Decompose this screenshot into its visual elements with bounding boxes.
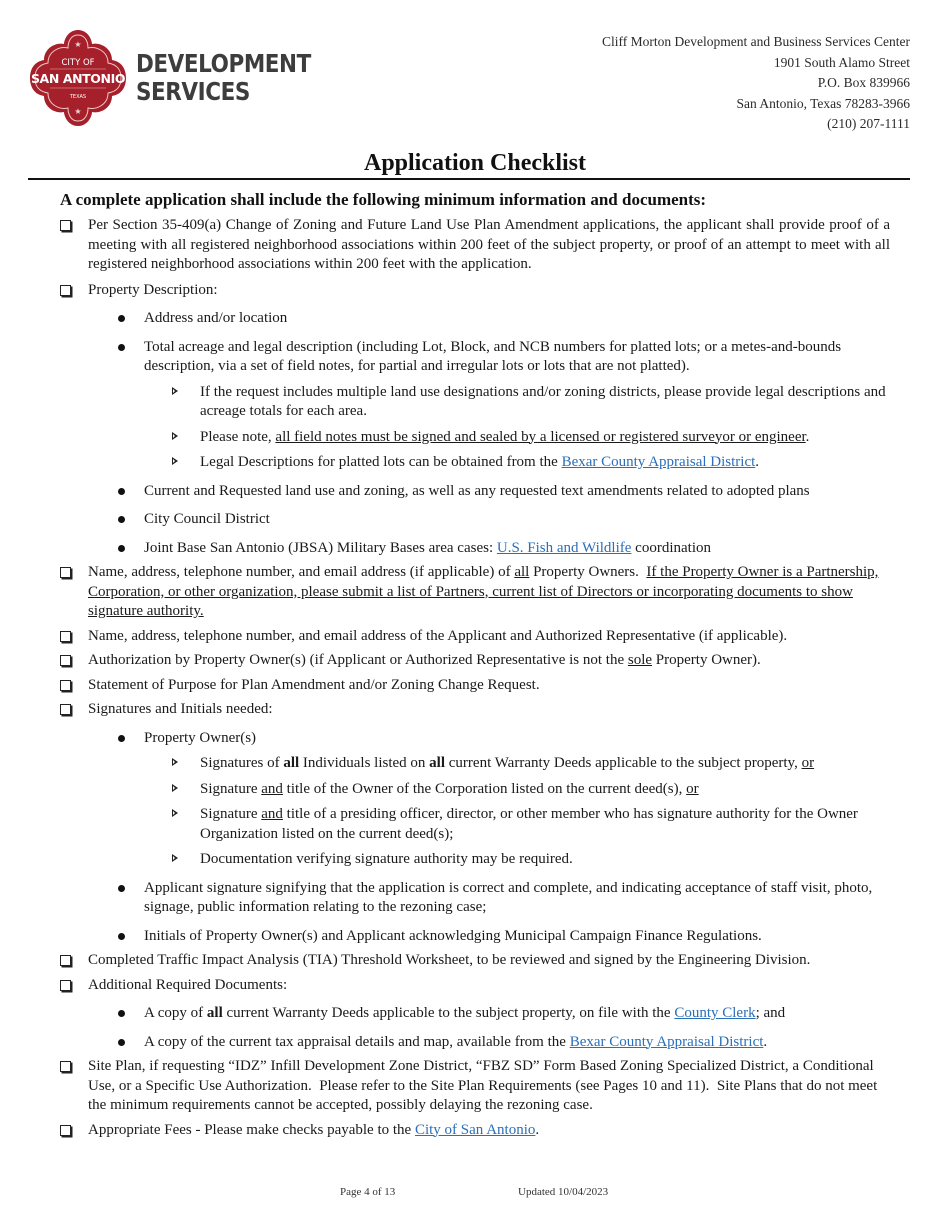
checkbox-icon[interactable] xyxy=(60,1125,71,1136)
checklist-item-neighborhood-meeting: Per Section 35-409(a) Change of Zoning and Future Land Use Plan Amendment applications, the applicant shall provide proof of a meeting with all registered neighborhood associations within 200 feet of the subject property, or proof of an attempt to meet with all registered neighborhood associations within 200 feet with the application. xyxy=(60,216,890,275)
bullet-icon xyxy=(118,516,125,523)
sub-item-jbsa: Joint Base San Antonio (JBSA) Military Bases area cases: U.S. Fish and Wildlife coordination xyxy=(60,539,890,559)
svg-text:TEXAS: TEXAS xyxy=(69,94,87,100)
sub-sub-item-legal-descriptions: Legal Descriptions for platted lots can be obtained from the Bexar County Appraisal District. xyxy=(60,453,890,473)
checklist-item-property-owners: Name, address, telephone number, and email address (if applicable) of all Property Owners. If the Property Owner is a Partnership, Corporation, or other organization, please submit a list of Partners, current list of Directors or incorporating documents to show signature authority. xyxy=(60,563,890,622)
city-of-san-antonio-link[interactable]: City of San Antonio xyxy=(414,1121,536,1138)
sub-sub-item-documentation: Documentation verifying signature authority may be required. xyxy=(60,850,890,870)
intro-heading: A complete application shall include the following minimum information and documents: xyxy=(60,190,707,209)
triangle-bullet-icon xyxy=(172,457,178,465)
sub-sub-item-multiple: If the request includes multiple land use designations and/or zoning districts, please provide legal descriptions and acreage totals for each area. xyxy=(60,383,890,422)
bexar-county-appraisal-link[interactable]: Bexar County Appraisal District xyxy=(561,454,756,470)
checklist-item-statement-of-purpose: Statement of Purpose for Plan Amendment and/or Zoning Change Request. xyxy=(60,676,890,696)
sub-item-warranty-deeds: A copy of all current Warranty Deeds applicable to the subject property, on file with the County Clerk; and xyxy=(60,1004,890,1024)
checklist-item-additional-documents: Additional Required Documents: A copy of all current Warranty Deeds applicable to the subject property, on file with the County Clerk; and A copy of the current tax appraisal details and map, available from the Bexar County Appraisal District. xyxy=(60,976,890,1053)
sub-item-acreage: Total acreage and legal description (including Lot, Block, and NCB numbers for platted lots; or a metes-and-bounds description, via a set of field notes, for partial and irregular lots or lots that are not platted). If the request includes multiple land use designations and/or zoning districts, please provide legal descriptions and acreage totals for each area. Please note, all field notes must be signed and sealed by a licensed or registered surveyor or engineer. Legal Descriptions for platted lots can be obtained from the Bexar County Appraisal District. xyxy=(60,338,890,473)
checkbox-icon[interactable] xyxy=(60,567,71,578)
bullet-icon xyxy=(118,1010,125,1017)
sub-item-address: Address and/or location xyxy=(60,309,890,329)
city-seal-icon xyxy=(28,28,128,128)
address-city-state-zip: San Antonio, Texas 78283-3966 xyxy=(736,95,910,111)
address-center-name: Cliff Morton Development and Business Services Center xyxy=(602,34,910,49)
checkbox-icon[interactable] xyxy=(60,285,71,296)
svg-text:★: ★ xyxy=(74,40,82,49)
address-po-box: P.O. Box 839966 xyxy=(817,75,910,90)
page-title: Application Checklist xyxy=(363,150,587,176)
checklist-item-property-description: Property Description: Address and/or location Total acreage and legal description (including Lot, Block, and NCB numbers for platted lots; or a metes-and-bounds description, via a set of field notes, for partial and irregular lots or lots that are not platted). If the request includes multiple land use designations and/or zoning districts, please provide legal descriptions and acreage totals for each area. Please note, all field notes must be signed and sealed by a licensed or registered surveyor or engineer. Legal Descriptions for platted lots can be obtained from the Bexar County Appraisal District. Current and Requested land use and zoning, as well as any requested text amendments related to adopted plans City Council District Joint Base San Antonio (JBSA) Military Bases area cases: U.S. Fish and Wildlife coordination xyxy=(60,281,890,559)
brand-line-2: SERVICES xyxy=(136,77,250,106)
checklist-item-site-plan: Site Plan, if requesting “IDZ” Infill Development Zone District, “FBZ SD” Form Based Zoning Specialized District, a Conditional Use, or a Specific Use Authorization. Please refer to the Site Plan Requirements (see Pages 10 and 11). Site Plans that do not meet the minimum requirements cannot be accepted, possibly delaying the rezoning case. xyxy=(60,1057,890,1116)
bexar-county-appraisal-link[interactable]: Bexar County Appraisal District xyxy=(569,1033,764,1050)
sub-sub-item-corporation-owner: Signature and title of the Owner of the Corporation listed on the current deed(s), or xyxy=(60,780,890,800)
bullet-icon xyxy=(118,735,125,742)
bullet-icon xyxy=(118,1039,125,1046)
updated-date: Updated 10/04/2023 xyxy=(518,1186,609,1198)
page-number: Page 4 of 13 xyxy=(340,1186,396,1198)
checklist-item-applicant-info: Name, address, telephone number, and email address of the Applicant and Authorized Representative (if applicable). xyxy=(60,627,890,647)
bullet-icon xyxy=(118,344,125,351)
checkbox-icon[interactable] xyxy=(60,631,71,642)
checklist xyxy=(60,216,890,1145)
checkbox-icon[interactable] xyxy=(60,955,71,966)
checklist-item-signatures: Signatures and Initials needed: Property Owner(s) Signatures of all Individuals listed on all current Warranty Deeds applicable to the subject property, or Signature and title of the Owner of the Corporation listed on the current deed(s), or Signature and title of a presiding officer, director, or other member who has signature authority for the Owner Organization listed on the current deed(s); Documentation verifying signature authority may be required. Applicant signature signifying that the application is correct and complete, and indicating acceptance of staff visit, photo, signage, public information relating to the rezoning case; Initials of Property Owner(s) and Applicant acknowledging Municipal Campaign Finance Regulations. xyxy=(60,700,890,946)
address-phone: (210) 207-1111 xyxy=(827,116,910,131)
triangle-bullet-icon xyxy=(172,784,178,792)
checkbox-icon[interactable] xyxy=(60,655,71,666)
triangle-bullet-icon xyxy=(172,758,178,766)
bullet-icon xyxy=(118,885,125,892)
svg-text:CITY OF: CITY OF xyxy=(61,58,95,68)
sub-item-property-owner-signatures: Property Owner(s) Signatures of all Individuals listed on all current Warranty Deeds applicable to the subject property, or Signature and title of the Owner of the Corporation listed on the current deed(s), or Signature and title of a presiding officer, director, or other member who has signature authority for the Owner Organization listed on the current deed(s); Documentation verifying signature authority may be required. xyxy=(60,729,890,870)
county-clerk-link[interactable]: County Clerk xyxy=(674,1005,756,1021)
bullet-icon xyxy=(118,488,125,495)
bullet-icon xyxy=(118,933,125,940)
address-street: 1901 South Alamo Street xyxy=(773,54,910,70)
title-divider xyxy=(28,178,910,180)
svg-text:★: ★ xyxy=(74,107,82,116)
sub-item-land-use: Current and Requested land use and zoning, as well as any requested text amendments related to adopted plans xyxy=(60,482,890,502)
sub-item-applicant-signature: Applicant signature signifying that the application is correct and complete, and indicating acceptance of staff visit, photo, signage, public information relating to the rezoning case; xyxy=(60,879,890,918)
checkbox-icon[interactable] xyxy=(60,680,71,691)
sub-item-tax-appraisal: A copy of the current tax appraisal details and map, available from the Bexar County Appraisal District. xyxy=(60,1033,890,1053)
sub-sub-item-field-notes: Please note, all field notes must be signed and sealed by a licensed or registered surveyor or engineer. xyxy=(60,428,890,448)
bullet-icon xyxy=(118,545,125,552)
triangle-bullet-icon xyxy=(172,432,178,440)
sub-sub-item-presiding-officer: Signature and title of a presiding officer, director, or other member who has signature authority for the Owner Organization listed on the current deed(s); xyxy=(60,805,890,844)
checkbox-icon[interactable] xyxy=(60,220,71,231)
triangle-bullet-icon xyxy=(172,809,178,817)
checklist-item-authorization: Authorization by Property Owner(s) (if Applicant or Authorized Representative is not the sole Property Owner). xyxy=(60,651,890,671)
bullet-icon xyxy=(118,315,125,322)
brand-line-1: DEVELOPMENT xyxy=(136,49,311,78)
checkbox-icon[interactable] xyxy=(60,1061,71,1072)
development-services-logo xyxy=(28,28,339,128)
triangle-bullet-icon xyxy=(172,387,178,395)
brand-wordmark xyxy=(136,50,311,106)
checklist-item-tia-worksheet: Completed Traffic Impact Analysis (TIA) Threshold Worksheet, to be reviewed and signed by the Engineering Division. xyxy=(60,951,890,971)
sub-sub-item-all-individuals: Signatures of all Individuals listed on all current Warranty Deeds applicable to the subject property, or xyxy=(60,754,890,774)
sub-item-initials: Initials of Property Owner(s) and Applicant acknowledging Municipal Campaign Finance Regulations. xyxy=(60,927,890,947)
checkbox-icon[interactable] xyxy=(60,980,71,991)
us-fish-wildlife-link[interactable]: U.S. Fish and Wildlife xyxy=(496,539,632,556)
office-address xyxy=(602,32,910,135)
sub-item-council-district: City Council District xyxy=(60,510,890,530)
checkbox-icon[interactable] xyxy=(60,704,71,715)
svg-text:SAN ANTONIO: SAN ANTONIO xyxy=(30,71,126,86)
triangle-bullet-icon xyxy=(172,854,178,862)
checklist-item-fees: Appropriate Fees - Please make checks payable to the City of San Antonio. xyxy=(60,1121,890,1141)
